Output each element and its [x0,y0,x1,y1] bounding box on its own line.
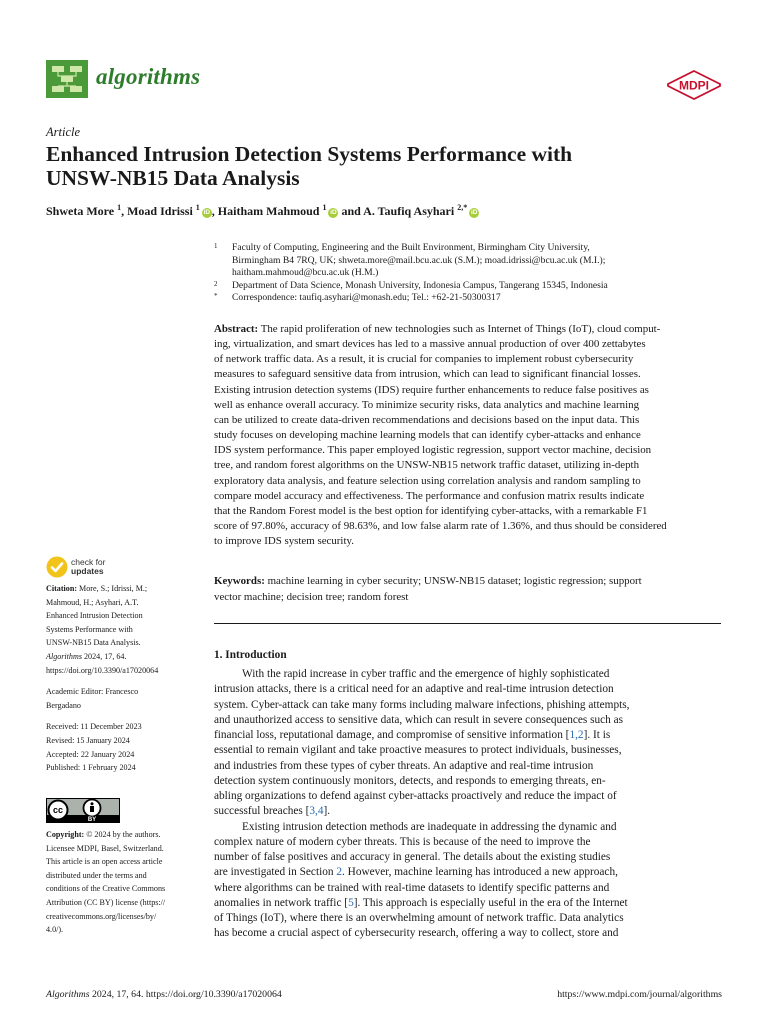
author-separator: and [338,204,364,218]
citation-line [46,650,200,664]
paragraph-text: ]. It is [583,729,611,741]
author-list [46,203,736,219]
abstract-label: Abstract: [214,323,259,335]
paragraph-line [214,667,722,682]
abstract-line [214,443,722,458]
abstract-text: can be utilized to create data-driven recommendations and decisions based on the input data. This [214,413,640,426]
abstract-line [214,458,722,473]
paragraph-text: are investigated in Section [214,866,337,879]
keywords-text: vector machine; decision tree; random forest [214,590,409,603]
paragraph-text: . However, machine learning has introduced a new approach, [342,866,618,879]
title-line: Enhanced Intrusion Detection Systems Performance with [46,142,573,166]
keywords-line [214,574,722,590]
paragraph-text: system. Cyber-attack can take many forms including malware infections, phishing attempts, [214,698,630,711]
section-divider [214,623,721,624]
affiliation-line: Birmingham B4 7RQ, UK; shweta.more@mail.bcu.ac.uk (S.M.); moad.idrissi@bcu.ac.uk (M.I.); [232,254,606,266]
spacer [46,712,200,720]
copyright-line: Attribution (CC BY) license (https:// [46,897,166,907]
abstract-line [214,413,722,428]
affiliation-mark: * [214,292,218,301]
citation-label: Citation: [46,584,78,593]
mdpi-logo [666,70,722,100]
abstract-text: to improve IDS system security. [214,535,354,548]
citation-line: UNSW-NB15 Data Analysis. [46,638,141,648]
citation-text: More, S.; Idrissi, M.; [77,584,148,593]
abstract-line [214,322,722,337]
abstract-line [214,474,722,489]
footer-journal: Algorithms [46,989,90,1000]
abstract-text: of network traffic data. As a result, it is crucial for companies to implement robust cybersecurity [214,353,634,366]
journal-name: algorithms [96,64,201,89]
paragraph-line [214,759,722,774]
publication-date: Revised: 15 January 2024 [46,735,130,745]
paragraph-text: of Things (IoT), where there is an overwhelming amount of network traffic. Data analytics [214,912,624,924]
article-info-sidebar [46,582,200,775]
copyright-text: © 2024 by the authors. [84,830,161,839]
copyright-line: conditions of the Creative Commons [46,884,166,894]
copyright-line: creativecommons.org/licenses/by/ [46,911,157,921]
paragraph-line [214,713,722,728]
paragraph-text: financial loss, reputational damage, and compromise of sensitive information [ [214,729,570,741]
author-name[interactable]: Moad Idrissi [127,204,193,218]
abstract-text: IDS system performance. This paper employed logistic regression, support vector machine, decision [214,444,652,457]
author-name[interactable]: Haitham Mahmoud [217,204,320,218]
citation-year-volume: 2024, 17, 64. [81,651,127,661]
paragraph-line [214,743,722,758]
affiliation-mark: 2 [214,279,218,288]
copyright-line: This article is an open access article [46,857,163,867]
journal-logo [46,60,88,98]
academic-editor-line: Academic Editor: Francesco [46,687,139,697]
paragraph-line [214,789,722,804]
paragraph-text: successful breaches [ [214,805,310,818]
article-title [46,142,726,190]
article-type: Article [46,125,81,139]
paragraph-line [214,835,722,850]
affiliation [214,280,714,293]
abstract-line [214,337,722,352]
spacer [46,677,200,685]
abstract-line [214,352,722,367]
author-affiliation-mark: 1 [195,203,200,212]
author-affiliation-mark: 1 [117,203,122,212]
affiliation-line: haitham.mahmoud@bcu.ac.uk (H.M.) [232,267,379,279]
check-updates-line: check for [71,557,106,567]
paragraph-text: With the rapid increase in cyber traffic and the emergence of highly sophisticated [242,668,610,680]
paragraph-text: abling organizations to defend against cyber-attacks proactively and reduce the impact of [214,790,617,802]
publication-date: Published: 1 February 2024 [46,763,136,773]
footer-citation [46,989,282,1000]
check-updates-icon [46,556,68,578]
orcid-icon[interactable]: iD [330,209,337,216]
affiliation-line: Department of Data Science, Monash University, Indonesia Campus, Tangerang 15345, Indonesia [232,279,608,291]
abstract-line [214,504,722,519]
paragraph-line [214,820,722,835]
affiliation-mark: 1 [214,242,218,250]
abstract-line [214,367,722,382]
paragraph-text: Existing intrusion detection methods are inadequate in addressing the dynamic and [242,820,617,833]
abstract-text: score of 97.80%, accuracy of 98.63%, and low false alarm rate of 1.36%, and thus should be considered [214,520,667,533]
paragraph-line [214,865,722,880]
paragraph-text: detection system continuously monitors, detects, and responds to emerging threats, en- [214,774,606,787]
abstract-line [214,398,722,413]
cc-icon: cc [52,805,64,815]
copyright-notice [46,828,200,937]
paragraph-text: has become a crucial aspect of cybersecurity research, offering a way to collect, store and [214,927,619,940]
abstract-text: well as enhance overall accuracy. To minimize security risks, data analytics and machine learning [214,398,640,411]
paragraph-line [214,804,722,819]
paragraph-line [214,698,722,713]
citation-doi-link[interactable]: https://doi.org/10.3390/a17020064 [46,665,159,675]
author-affiliation-mark: 1 [322,203,327,212]
citation-line: Enhanced Intrusion Detection [46,611,143,621]
abstract-text: exploratory data analysis, and feature selection using correlation analysis and random sampling to [214,474,641,487]
abstract-line [214,383,722,398]
keywords-label: Keywords: [214,575,265,587]
reference-link[interactable]: 1,2 [569,729,584,741]
paragraph-text: anomalies in network traffic [ [214,896,349,909]
publication-date: Accepted: 22 January 2024 [46,749,135,759]
cc-by-license-badge[interactable] [46,798,120,823]
keywords-line [214,590,722,606]
citation-line: Systems Performance with [46,624,133,634]
abstract-text: ing, virtualization, and smart devices has led to a massive annual production of over 400 zettabytes [214,338,646,351]
paragraph-text: ]. This approach is especially useful in the era of the Internet [353,896,628,909]
paragraph-text: essential to remain vigilant and take proactive measures to protect individuals, businesses, [214,744,622,757]
citation-line [46,582,200,596]
check-updates-line: updates [71,566,104,576]
paragraph-text: intrusion attacks, there is a critical need for an adaptive and real-time intrusion detection [214,683,614,696]
publisher-name: MDPI [679,78,709,93]
author-name[interactable]: Shweta More [46,204,115,218]
reference-link[interactable]: 2 [336,866,343,879]
paragraph-text: ]. [323,805,331,818]
paragraph-line [214,728,722,743]
abstract-text: Existing intrusion detection systems (IDS) require further enhancements to reduce false positives as [214,383,649,396]
abstract-text: compare model accuracy and effectiveness. The performance and confusion matrix results indicate [214,489,645,502]
abstract-text: that the Random Forest model is the best option for identifying cyber-attacks, with a remarkable F1 [214,504,648,517]
paragraph-text: complex nature of modern cyber threats. This is because of the need to improve the [214,835,591,848]
paragraph-text: and unauthorized access to sensitive data, which can result in severe consequences such as [214,713,624,726]
paragraph-text: where algorithms can be trained with real-time datasets to identify specific patterns and [214,881,610,894]
keywords [214,574,722,605]
abstract-text: tree, and random forest algorithms on the UNSW-NB15 network traffic dataset, utilizing in-depth [214,459,640,472]
abstract-line [214,428,722,443]
copyright-label: Copyright: [46,830,85,839]
reference-link[interactable]: 3,4 [309,805,324,818]
citation-journal: Algorithms [46,651,82,661]
paragraph-line [214,926,722,941]
author-separator: , [211,204,218,218]
author-name[interactable]: A. Taufiq Asyhari [363,204,455,218]
academic-editor-line: Bergadano [46,700,81,710]
citation-line: Mahmoud, H.; Asyhari, A.T. [46,597,139,607]
keywords-text: machine learning in cyber security; UNSW-NB15 dataset; logistic regression; support [267,575,642,587]
paragraph-line [214,850,722,865]
footer-cite[interactable]: 2024, 17, 64. https://doi.org/10.3390/a17020064 [89,989,282,1000]
person-icon [91,802,94,805]
abstract-line [214,519,722,534]
orcid-icon[interactable]: iD [470,209,478,216]
abstract-line [214,489,722,504]
affiliation-line: Faculty of Computing, Engineering and the Built Environment, Birmingham City University, [232,242,590,253]
footer-journal-url[interactable]: https://www.mdpi.com/journal/algorithms [557,989,722,1000]
paragraph-text: and industries from these types of cyber threats. An adaptive and real-time intrusion [214,759,594,772]
abstract-text: measures to safeguard sensitive data from intrusion, which can lead to significant financial losses. [214,368,641,381]
affiliation [214,242,714,280]
section-heading-introduction: 1. Introduction [214,649,287,661]
paragraph-line [214,774,722,789]
author-affiliation-mark: 2,* [457,203,468,212]
abstract-line [214,534,722,549]
paragraph-line [214,881,722,896]
paragraph-line [214,682,722,697]
copyright-line [46,828,200,842]
by-label: BY [87,817,97,823]
abstract-text: study focuses on developing machine learning models that can identify cyber-attacks and enhance [214,429,641,442]
affiliation-line: Correspondence: taufiq.asyhari@monash.edu; Tel.: +62-21-50300317 [232,292,501,304]
copyright-line: distributed under the terms and [46,870,147,880]
paragraph-text: number of false positives and accuracy in general. The details about the existing studies [214,851,611,863]
introduction-body [214,667,722,942]
copyright-line: 4.0/). [46,925,64,935]
reference-link[interactable]: 5 [348,896,354,909]
check-for-updates-badge[interactable] [46,556,126,580]
paragraph-line [214,911,722,926]
orcid-icon[interactable]: iD [203,209,211,216]
affiliation [214,292,714,305]
abstract-text: The rapid proliferation of new technologies such as Internet of Things (IoT), cloud comput- [260,323,661,335]
abstract [214,322,722,549]
publication-date: Received: 11 December 2023 [46,722,142,732]
copyright-line: Licensee MDPI, Basel, Switzerland. [46,843,164,853]
author-separator: , [121,204,128,218]
paragraph-line [214,896,722,911]
affiliations [214,242,714,305]
title-line: UNSW-NB15 Data Analysis [46,166,300,190]
